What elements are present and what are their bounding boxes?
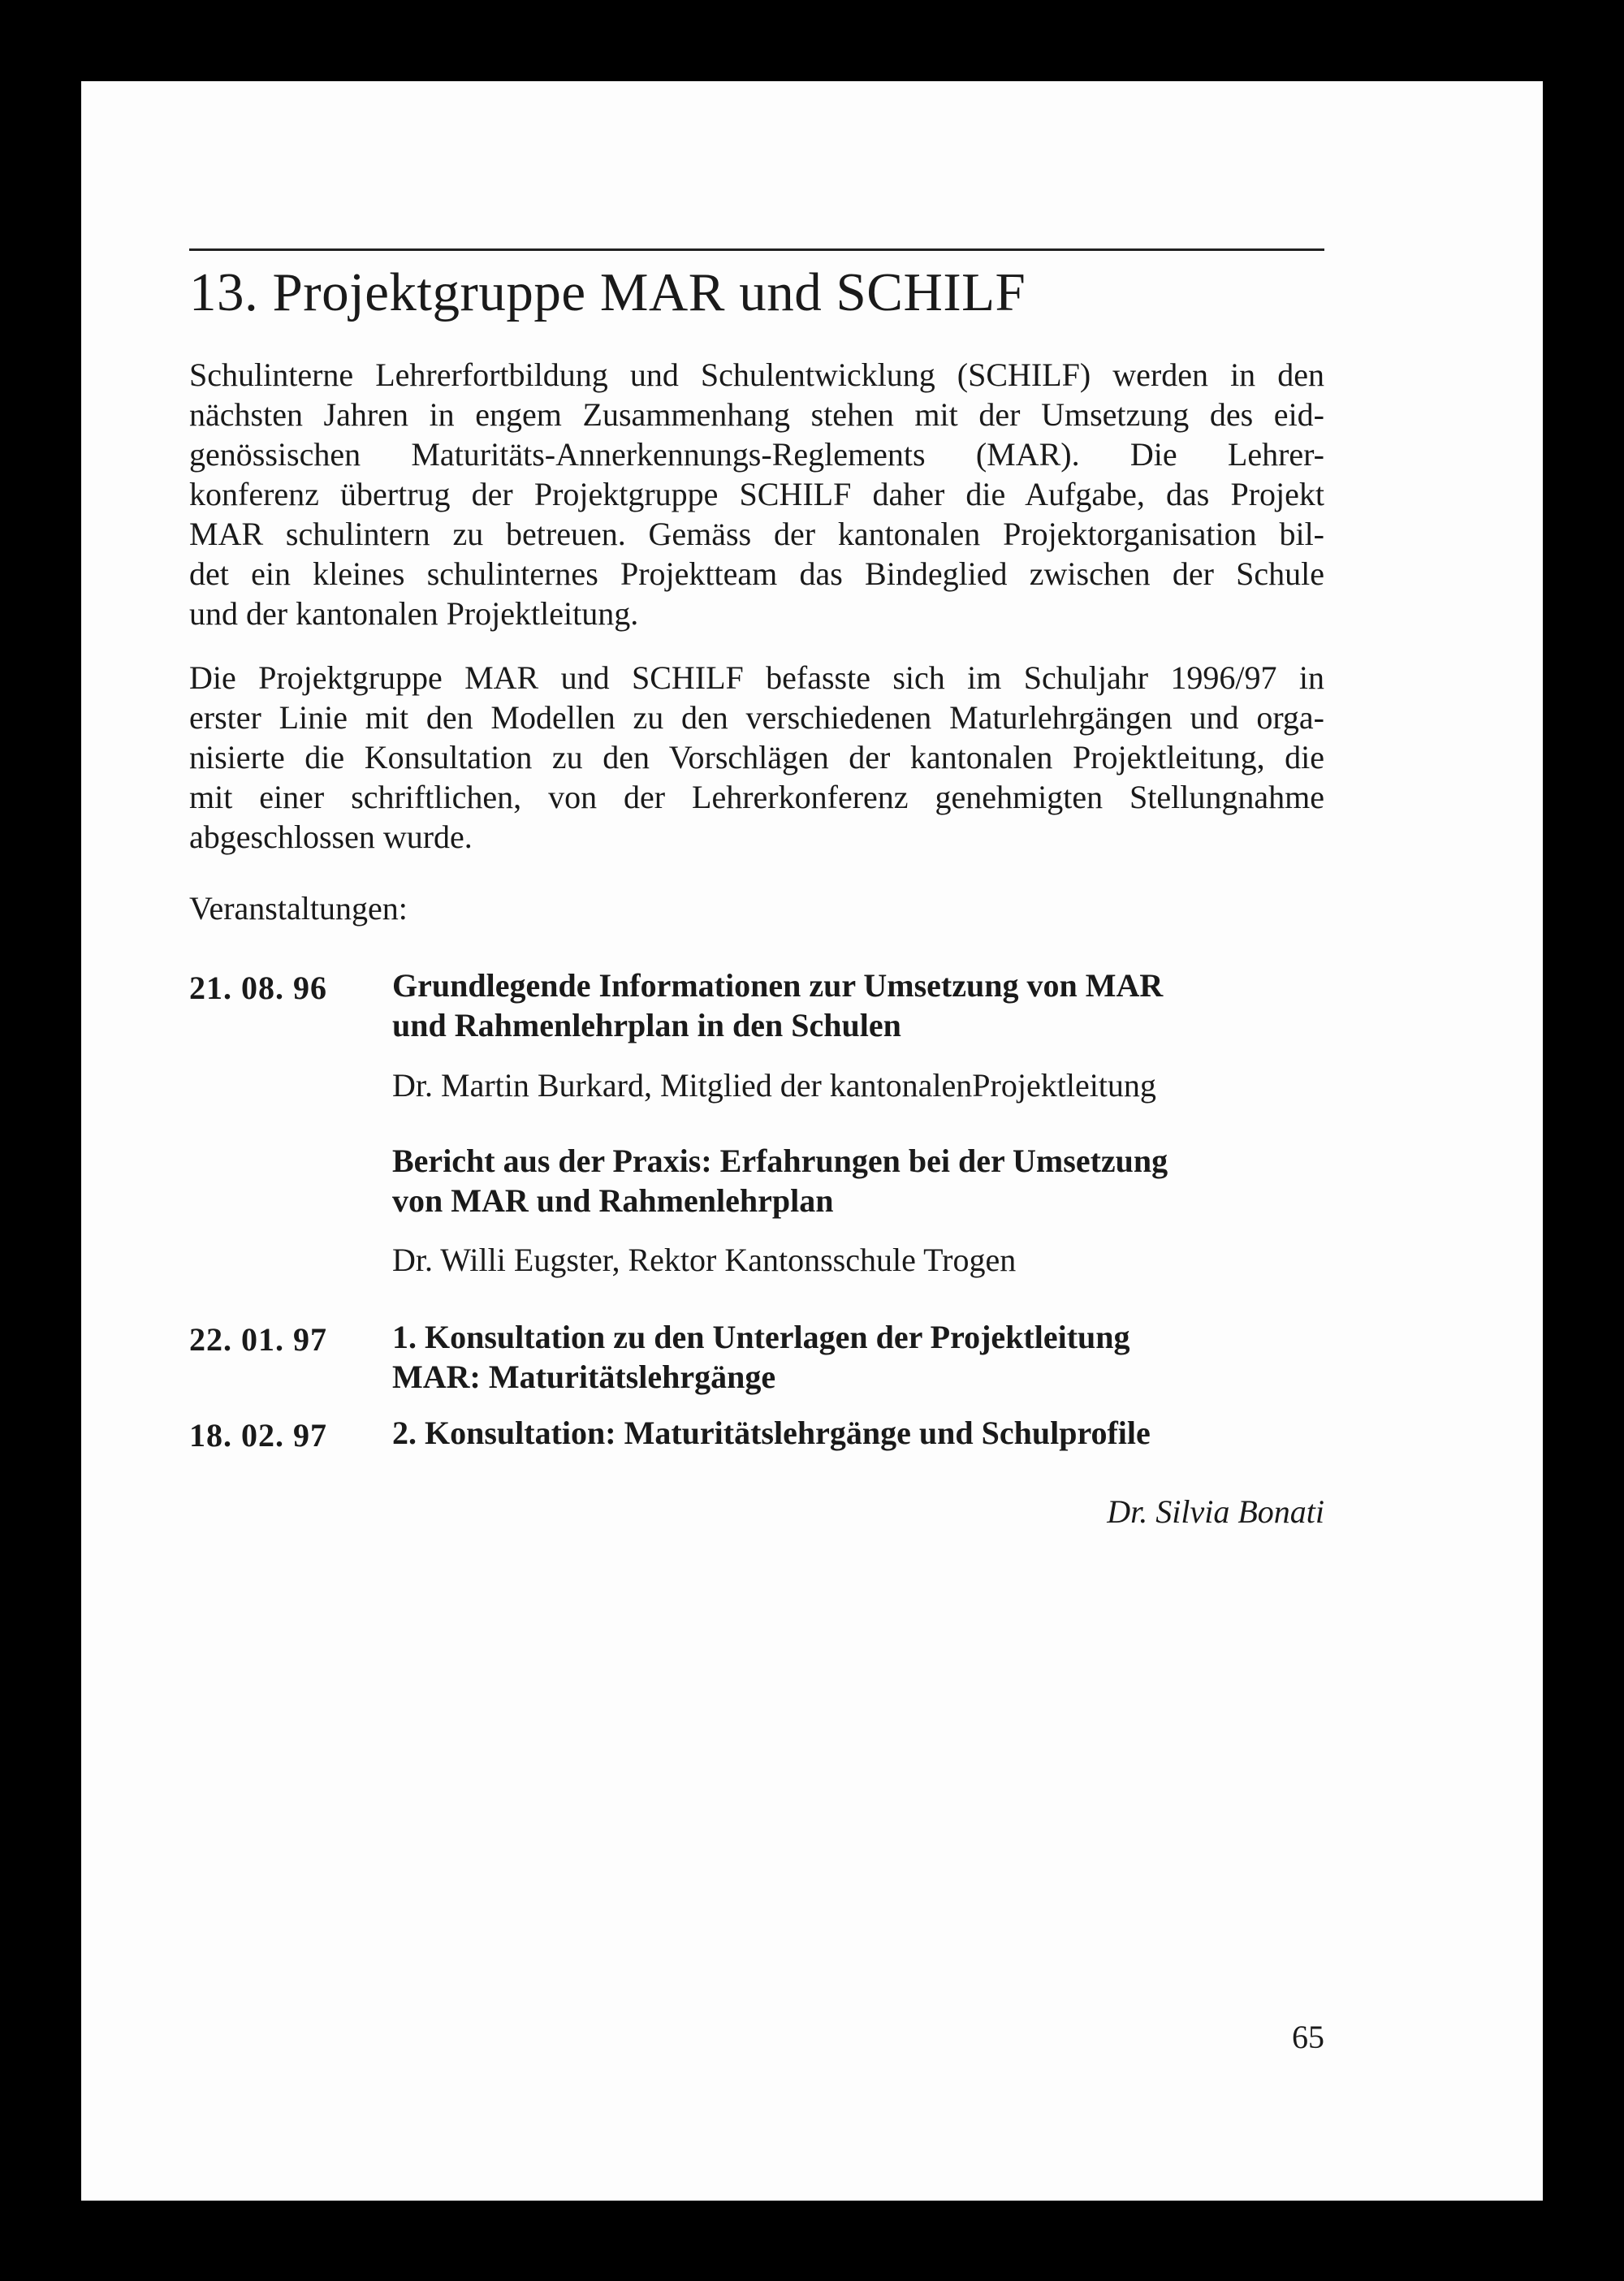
paragraph-line: mit einer schriftlichen, von der Lehrerkonferenz genehmigten Stellungnahme [189,779,1324,815]
paragraph-line: Die Projektgruppe MAR und SCHILF befasste sich im Schuljahr 1996/97 in [189,659,1324,696]
event-title [392,1141,1168,1220]
event-speaker: Dr. Martin Burkard, Mitglied der kantonalenProjektleitung [392,1067,1156,1104]
author-signature: Dr. Silvia Bonati [1107,1493,1324,1530]
event-title-line: von MAR und Rahmenlehrplan [392,1182,834,1219]
event-title-line: Grundlegende Informationen zur Umsetzung von MAR [392,967,1164,1004]
event-title [392,1317,1130,1397]
paragraph-line: MAR schulintern zu betreuen. Gemäss der kantonalen Projektorganisation bil- [189,516,1324,552]
event-title-line: MAR: Maturitätslehrgänge [392,1359,776,1395]
event-title [392,966,1163,1045]
heading-rule [189,248,1324,251]
event-date: 22. 01. 97 [189,1321,327,1358]
event-title-line: Bericht aus der Praxis: Erfahrungen bei der Umsetzung [392,1143,1168,1179]
paragraph-line: nisierte die Konsultation zu den Vorschlägen der kantonalen Projektleitung, die [189,739,1324,775]
paragraph-line: Schulinterne Lehrerfortbildung und Schulentwicklung (SCHILF) werden in den [189,356,1324,393]
paragraph-line: abgeschlossen wurde. [189,819,473,855]
paragraph-intro [189,355,1324,633]
paragraph-line: und der kantonalen Projektleitung. [189,595,639,632]
document-page [81,81,1543,2201]
paragraph-line: det ein kleines schulinternes Projektteam das Bindeglied zwischen der Schule [189,555,1324,592]
events-label: Veranstaltungen: [189,890,408,927]
event-title [392,1413,1151,1453]
event-date: 18. 02. 97 [189,1417,327,1454]
paragraph-line: konferenz übertrug der Projektgruppe SCHILF daher die Aufgabe, das Projekt [189,476,1324,512]
page-number: 65 [1292,2019,1324,2055]
section-heading: 13. Projektgruppe MAR und SCHILF [189,262,1026,322]
paragraph-line: genössischen Maturitäts-Annerkennungs-Reglements (MAR). Die Lehrer- [189,436,1324,473]
event-date: 21. 08. 96 [189,970,327,1006]
paragraph-line: nächsten Jahren in engem Zusammenhang stehen mit der Umsetzung des eid- [189,396,1324,433]
event-title-line: 2. Konsultation: Maturitätslehrgänge und Schulprofile [392,1415,1151,1451]
paragraph-activities [189,658,1324,857]
event-speaker: Dr. Willi Eugster, Rektor Kantonsschule Trogen [392,1242,1017,1278]
event-title-line: 1. Konsultation zu den Unterlagen der Projektleitung [392,1319,1130,1355]
event-title-line: und Rahmenlehrplan in den Schulen [392,1007,901,1043]
paragraph-line: erster Linie mit den Modellen zu den verschiedenen Maturlehrgängen und orga- [189,699,1324,736]
